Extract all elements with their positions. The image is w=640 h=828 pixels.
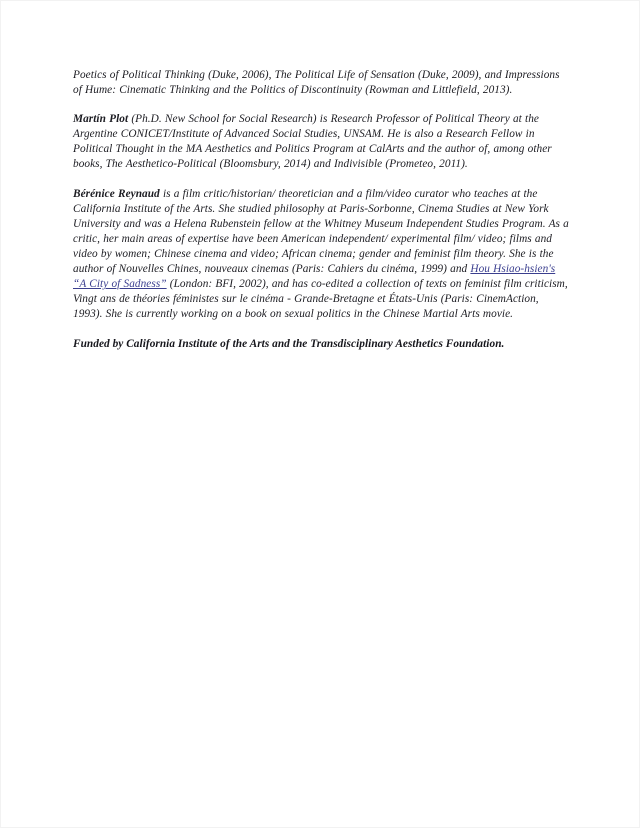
- contributor-name-martin-plot: Martín Plot: [73, 113, 129, 126]
- document-body: [73, 68, 569, 353]
- paragraph-martin-plot-bio: [73, 112, 569, 172]
- contributor-bio-berenice-reynaud-after-link: (London: BFI, 2002), and has co-edited a collection of texts on feminist film criticism, Vingt ans de théories féministes sur le cinéma - Grande-Bretagne et États-Unis (Paris: CinemAction, 1993). She is currently working on a book on sexual politics in the Chinese Martial Arts movie.: [73, 278, 568, 321]
- hou-hsiao-hsien-a-city-of-sadness-link[interactable]: Hou Hsiao-hsien's “A City of Sadness”: [73, 263, 556, 291]
- contributor-bio-berenice-reynaud-before-link: is a film critic/historian/ theoretician and a film/video curator who teaches at the California Institute of the Arts. She studied philosophy at Paris-Sorbonne, Cinema Studies at New York University and was a Helena Rubenstein fellow at the Whitney Museum Independent Studies Program. As a critic, her main areas of expertise have been American independent/ experimental film/ video; films and video by women; Chinese cinema and video; African cinema; gender and feminist film theory. She is the author of Nouvelles Chines, nouveaux cinemas (Paris: Cahiers du cinéma, 1999) and: [73, 187, 569, 276]
- paragraph-publications: [73, 68, 569, 98]
- contributor-name-berenice-reynaud: Bérénice Reynaud: [73, 187, 160, 200]
- contributor-bio-martin-plot: (Ph.D. New School for Social Research) is Research Professor of Political Theory at the Argentine CONICET/Institute of Advanced Social Studies, UNSAM. He is also a Research Fellow in Political Thought in the MA Aesthetics and Politics Program at CalArts and the author of, among other books, The Aesthetico-Political (Bloomsbury, 2014) and Indivisible (Prometeo, 2011).: [73, 113, 552, 171]
- funding-note: Funded by California Institute of the Arts and the Transdisciplinary Aesthetics Foundation.: [73, 338, 505, 351]
- paragraph-publications-text: Poetics of Political Thinking (Duke, 2006), The Political Life of Sensation (Duke, 2009), and Impressions of Hume: Cinematic Thinking and the Politics of Discontinuity (Rowman and Littlefield, 2013).: [73, 69, 560, 97]
- paragraph-berenice-reynaud-bio: [73, 187, 569, 323]
